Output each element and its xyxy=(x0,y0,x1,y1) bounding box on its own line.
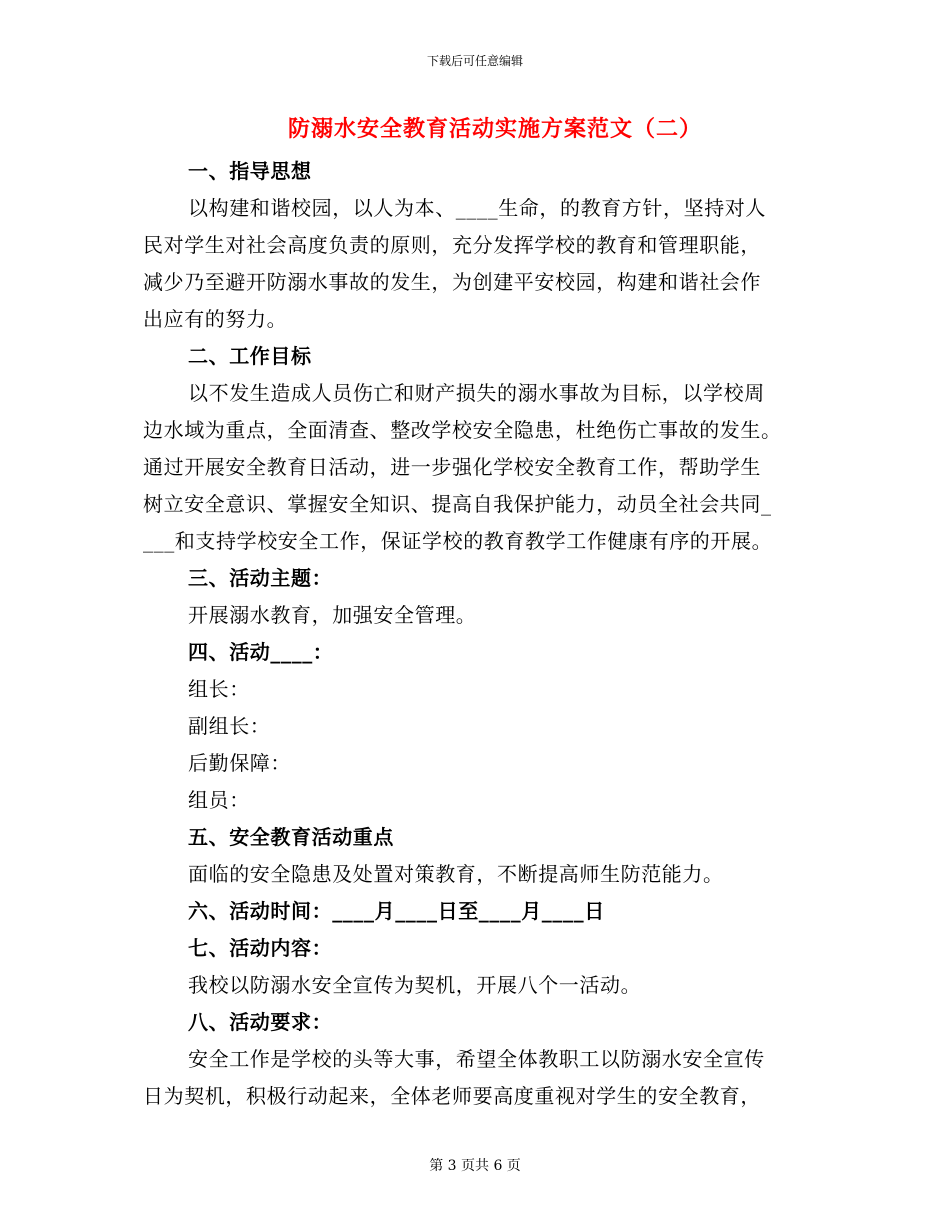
section-heading: 五、安全教育活动重点 xyxy=(188,825,394,849)
section-heading: 二、工作目标 xyxy=(188,344,312,368)
paragraph-line: 减少乃至避开防溺水事故的发生，为创建平安校园，构建和谐社会作 xyxy=(143,270,761,294)
paragraph-line: 日为契机，积极行动起来，全体老师要高度重视对学生的安全教育， xyxy=(143,1084,761,1108)
page-footer: 第 3 页共 6 页 xyxy=(429,1158,521,1174)
page-header: 下载后可任意编辑 xyxy=(426,54,523,68)
paragraph-line: 以不发生造成人员伤亡和财产损失的溺水事故为目标，以学校周 xyxy=(188,381,765,405)
section-heading: 三、活动主题： xyxy=(188,566,333,590)
section-heading: 四、活动____： xyxy=(188,640,334,664)
paragraph-line: 安全工作是学校的头等大事，希望全体教职工以防溺水安全宣传 xyxy=(188,1047,765,1071)
paragraph-line: 民对学生对社会高度负责的原则，充分发挥学校的教育和管理职能， xyxy=(143,233,761,257)
paragraph-line: 组员： xyxy=(188,788,250,812)
document-body xyxy=(143,153,807,1115)
section-heading: 一、指导思想 xyxy=(188,159,312,183)
section-heading: 六、活动时间：____月____日至____月____日 xyxy=(188,899,605,923)
paragraph-line: 以构建和谐校园，以人为本、____生命，的教育方针，坚持对人 xyxy=(188,196,766,220)
paragraph-line: 开展溺水教育，加强安全管理。 xyxy=(188,603,477,627)
paragraph-line: 副组长： xyxy=(188,714,271,738)
paragraph-line: 边水域为重点，全面清查、整改学校安全隐患，杜绝伤亡事故的发生。 xyxy=(143,418,782,442)
paragraph-line: 我校以防溺水安全宣传为契机，开展八个一活动。 xyxy=(188,973,642,997)
section-heading: 八、活动要求： xyxy=(188,1010,333,1034)
paragraph-line: 组长： xyxy=(188,677,250,701)
paragraph-line: 通过开展安全教育日活动，进一步强化学校安全教育工作，帮助学生 xyxy=(143,455,761,479)
paragraph-line: 树立安全意识、掌握安全知识、提高自我保护能力，动员全社会共同_ xyxy=(143,492,772,516)
paragraph-line: 面临的安全隐患及处置对策教育，不断提高师生防范能力。 xyxy=(188,862,724,886)
paragraph-line: ___和支持学校安全工作，保证学校的教育教学工作健康有序的开展。 xyxy=(143,529,773,553)
paragraph-line: 后勤保障： xyxy=(188,751,291,775)
section-heading: 七、活动内容： xyxy=(188,936,333,960)
paragraph-line: 出应有的努力。 xyxy=(143,307,288,331)
document-title: 防溺水安全教育活动实施方案范文（二） xyxy=(287,116,702,142)
